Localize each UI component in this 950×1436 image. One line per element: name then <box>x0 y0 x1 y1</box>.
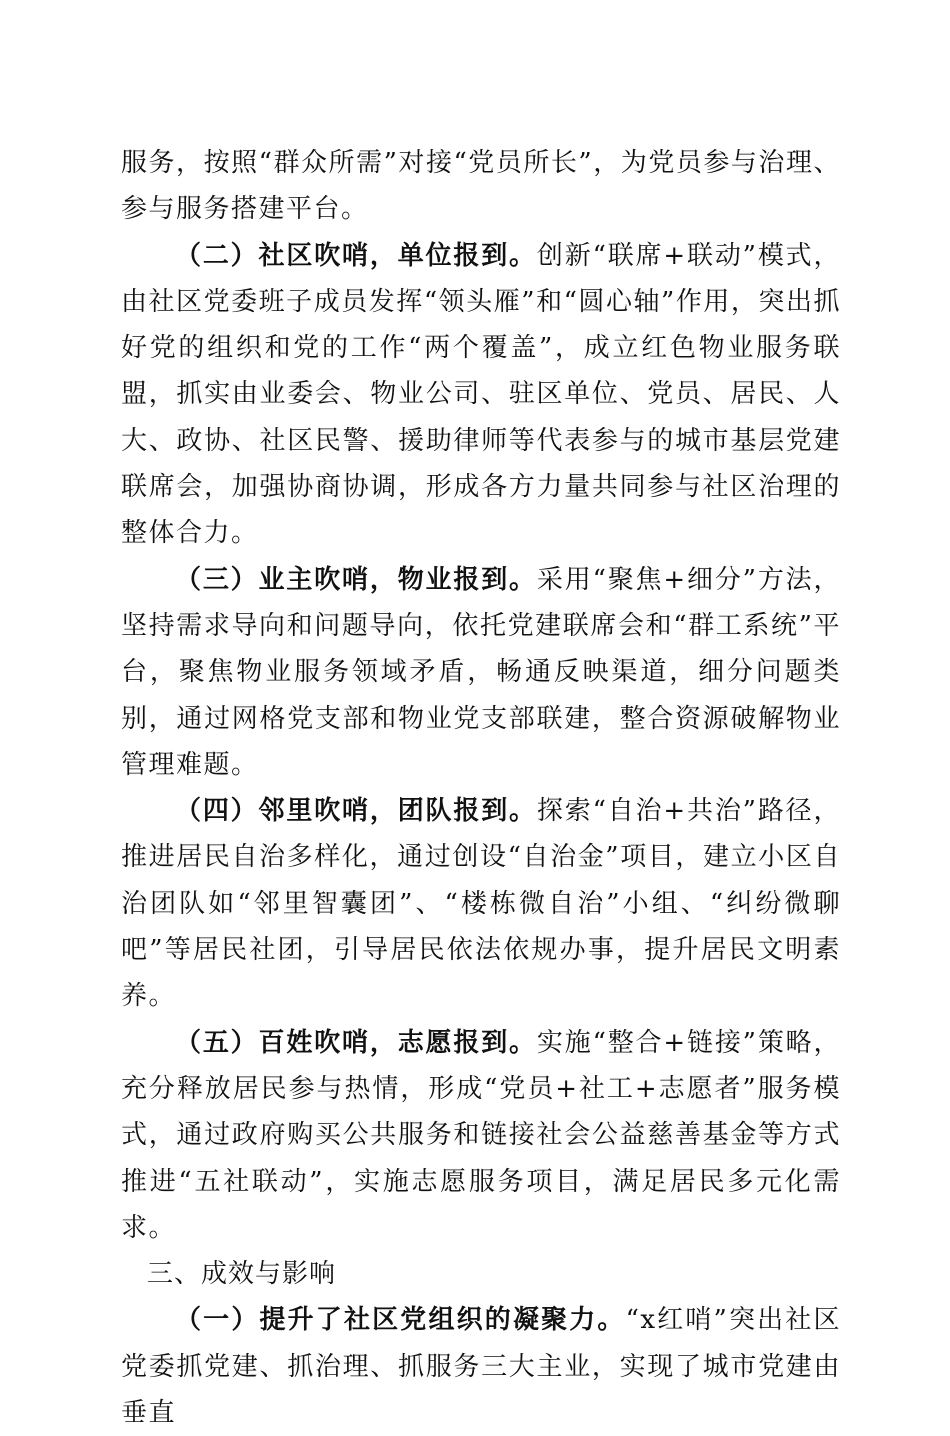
paragraph-continuation <box>121 140 841 233</box>
paragraph-neighbor-whistle <box>121 788 841 1019</box>
paragraph-text: 实施“整合+链接”策略，充分释放居民参与热情，形成“党员+社工+志愿者”服务模式，通过政府购买公共服务和链接社会公益慈善基金等方式推进“五社联动”，实施志愿服务项目，满足居民多元化需求。 <box>121 1027 841 1243</box>
paragraph-lead: （一）提升了社区党组织的凝聚力。 <box>175 1305 626 1336</box>
paragraph-lead: （二）社区吹哨，单位报到。 <box>175 240 537 271</box>
paragraph-public-whistle <box>121 1020 841 1251</box>
paragraph-text: 服务，按照“群众所需”对接“党员所长”，为党员参与治理、参与服务搭建平台。 <box>121 148 841 225</box>
section-heading: 三、成效与影响 <box>147 1259 337 1290</box>
document-body <box>121 140 841 1436</box>
paragraph-text: “x红哨”突出社区党委抓党建、抓治理、抓服务三大主业，实现了城市党建由垂直 <box>121 1305 841 1429</box>
paragraph-text: 探索“自治+共治”路径，推进居民自治多样化，通过创设“自治金”项目，建立小区自治团队如“邻里智囊团”、“楼栋微自治”小组、“纠纷微聊吧”等居民社团，引导居民依法依规办事，提升居民文明素养。 <box>121 796 841 1012</box>
paragraph-lead: （四）邻里吹哨，团队报到。 <box>175 796 537 827</box>
paragraph-lead: （五）百姓吹哨，志愿报到。 <box>175 1027 537 1058</box>
paragraph-cohesion <box>121 1297 841 1436</box>
paragraph-lead: （三）业主吹哨，物业报到。 <box>175 564 537 595</box>
paragraph-text: 创新“联席+联动”模式，由社区党委班子成员发挥“领头雁”和“圆心轴”作用，突出抓好党的组织和党的工作“两个覆盖”，成立红色物业服务联盟，抓实由业委会、物业公司、驻区单位、党员、居民、人大、政协、社区民警、援助律师等代表参与的城市基层党建联席会，加强协商协调，形成各方力量共同参与社区治理的整体合力。 <box>121 240 841 549</box>
paragraph-community-whistle <box>121 233 841 557</box>
paragraph-text: 采用“聚焦+细分”方法，坚持需求导向和问题导向，依托党建联席会和“群工系统”平台，聚焦物业服务领域矛盾，畅通反映渠道，细分问题类别，通过网格党支部和物业党支部联建，整合资源破解物业管理难题。 <box>121 564 841 780</box>
paragraph-owner-whistle <box>121 557 841 788</box>
